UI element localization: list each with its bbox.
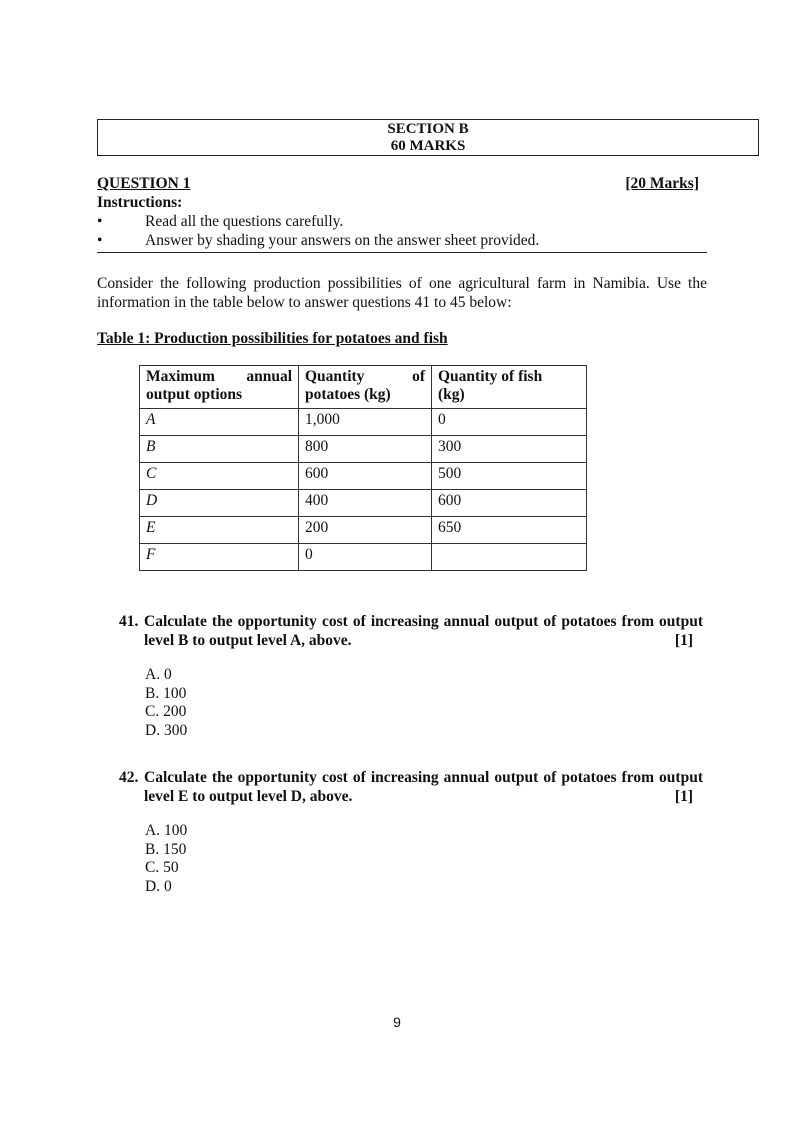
section-title: SECTION B — [387, 121, 469, 137]
question-text-line2: level E to output level D, above. — [144, 788, 353, 805]
question-text-line2: level B to output level A, above. — [144, 632, 352, 649]
page-number: 9 — [393, 1014, 401, 1030]
question-41-options — [145, 666, 187, 740]
question-marks: [1] — [674, 632, 693, 649]
section-header-box — [97, 119, 759, 156]
option-c: C. 200 — [145, 703, 187, 720]
cell-option: C — [140, 463, 299, 490]
cell-option: A — [140, 409, 299, 436]
question-heading: QUESTION 1 — [97, 175, 191, 192]
cell-fish: 600 — [432, 490, 587, 517]
instruction-text: Answer by shading your answers on the answer sheet provided. — [145, 232, 540, 249]
cell-potatoes: 0 — [299, 544, 432, 571]
option-b: B. 150 — [145, 840, 187, 858]
table-row — [140, 436, 587, 463]
question-text-line1: Calculate the opportunity cost of increasing annual output of potatoes from output — [144, 613, 703, 630]
option-d: D. 300 — [145, 721, 188, 739]
table-row — [140, 517, 587, 544]
cell-option: E — [140, 517, 299, 544]
option-a: A. 100 — [145, 822, 188, 839]
table-row — [140, 544, 587, 571]
bullet-icon: • — [97, 213, 103, 230]
instruction-text: Read all the questions carefully. — [145, 213, 344, 230]
question-marks: [1] — [674, 788, 693, 805]
cell-potatoes: 1,000 — [299, 409, 432, 436]
divider-line — [97, 252, 707, 253]
table-title: Table 1: Production possibilities for potatoes and fish — [97, 330, 448, 347]
section-marks: 60 MARKS — [390, 138, 466, 154]
table-row — [140, 463, 587, 490]
table-header-row — [140, 366, 587, 409]
bullet-icon: • — [97, 232, 103, 249]
header-potatoes: Quantity of potatoes (kg) — [299, 366, 432, 409]
intro-paragraph: Consider the following production possibilities of one agricultural farm in Namibia. Use the information in the table below to answer questions 41 to 45 below: — [97, 275, 707, 311]
question-42-options — [145, 822, 187, 896]
table-row — [140, 490, 587, 517]
option-b: B. 100 — [145, 684, 187, 702]
cell-fish: 500 — [432, 463, 587, 490]
question-text-line1: Calculate the opportunity cost of increasing annual output of potatoes from output — [144, 769, 703, 786]
table-row — [140, 409, 587, 436]
cell-potatoes: 400 — [299, 490, 432, 517]
cell-potatoes: 800 — [299, 436, 432, 463]
cell-fish — [432, 544, 587, 571]
cell-fish: 0 — [432, 409, 587, 436]
cell-option: B — [140, 436, 299, 463]
cell-potatoes: 200 — [299, 517, 432, 544]
cell-fish: 650 — [432, 517, 587, 544]
instructions-heading: Instructions: — [97, 194, 183, 211]
question-number: 41. — [119, 613, 139, 630]
cell-option: F — [140, 544, 299, 571]
question-marks: [20 Marks] — [625, 175, 699, 192]
cell-fish: 300 — [432, 436, 587, 463]
option-d: D. 0 — [145, 877, 172, 895]
question-number: 42. — [119, 769, 139, 786]
cell-potatoes: 600 — [299, 463, 432, 490]
header-output-options: Maximum annual output options — [140, 366, 299, 409]
cell-option: D — [140, 490, 299, 517]
header-fish: Quantity of fish (kg) — [432, 366, 587, 409]
option-c: C. 50 — [145, 859, 179, 876]
option-a: A. 0 — [145, 666, 172, 683]
production-possibilities-table — [139, 365, 587, 571]
